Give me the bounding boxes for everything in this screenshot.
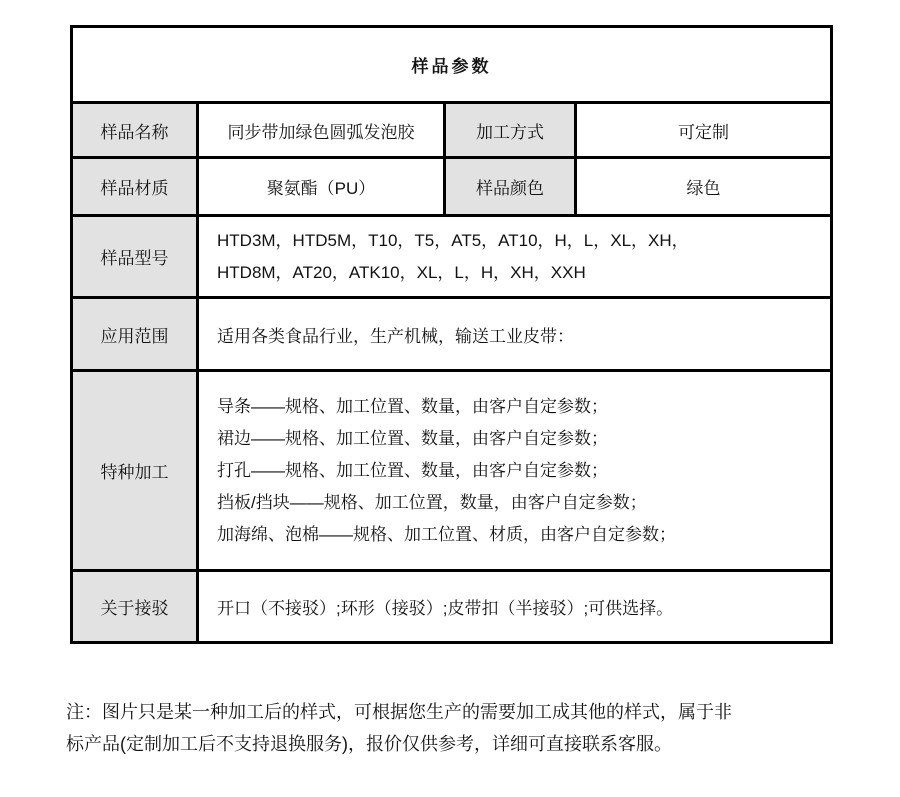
footnote [66, 696, 856, 760]
model-line-2: HTD8M，AT20，ATK10，XL，L，H，XH，XXH [217, 262, 586, 282]
value-sample-material: 聚氨酯（PU） [198, 158, 445, 216]
label-processing-method: 加工方式 [445, 103, 576, 158]
value-special-processing [198, 371, 832, 571]
label-sample-color: 样品颜色 [445, 158, 576, 216]
table-row-special-processing [72, 371, 832, 571]
value-sample-model [198, 216, 832, 298]
label-application-scope: 应用范围 [72, 298, 198, 371]
special-line-baffle: 挡板/挡块——规格、加工位置，数量，由客户自定参数； [217, 492, 647, 512]
special-line-guide: 导条——规格、加工位置、数量，由客户自定参数； [217, 396, 608, 416]
table-row-material [72, 158, 832, 216]
label-special-processing: 特种加工 [72, 371, 198, 571]
special-line-skirt: 裙边——规格、加工位置、数量，由客户自定参数； [217, 428, 608, 448]
table-row-sample-name [72, 103, 832, 158]
sample-parameters-table [70, 25, 833, 644]
special-line-punch: 打孔——规格、加工位置、数量，由客户自定参数； [217, 460, 608, 480]
label-joining: 关于接驳 [72, 571, 198, 643]
table-row-model [72, 216, 832, 298]
footnote-line-2: 标产品(定制加工后不支持退换服务)，报价仅供参考，详细可直接联系客服。 [66, 734, 672, 754]
value-application-scope: 适用各类食品行业，生产机械，输送工业皮带： [198, 298, 832, 371]
special-line-sponge: 加海绵、泡棉——规格、加工位置、材质，由客户自定参数； [217, 524, 676, 544]
label-sample-material: 样品材质 [72, 158, 198, 216]
page-title: 样品参数 [72, 27, 832, 103]
value-sample-name: 同步带加绿色圆弧发泡胶 [198, 103, 445, 158]
value-sample-color: 绿色 [576, 158, 832, 216]
table-row-application [72, 298, 832, 371]
model-line-1: HTD3M，HTD5M，T10，T5，AT5，AT10，H，L，XL，XH， [217, 230, 689, 250]
footnote-line-1: 注：图片只是某一种加工后的样式，可根据您生产的需要加工成其他的样式，属于非 [66, 702, 732, 722]
title-row [72, 27, 832, 103]
label-sample-model: 样品型号 [72, 216, 198, 298]
value-joining: 开口（不接驳）;环形（接驳）;皮带扣（半接驳）;可供选择。 [198, 571, 832, 643]
value-processing-method: 可定制 [576, 103, 832, 158]
table-row-joining [72, 571, 832, 643]
label-sample-name: 样品名称 [72, 103, 198, 158]
